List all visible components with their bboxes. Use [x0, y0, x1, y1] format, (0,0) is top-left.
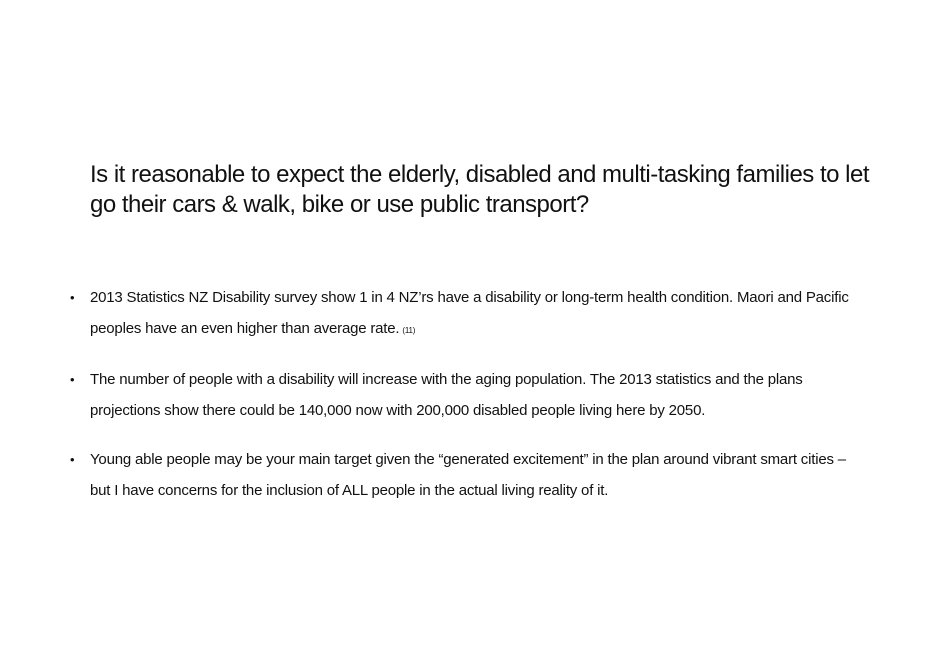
- bullet-dot: •: [70, 290, 75, 305]
- bullet-item-aging-population: [70, 364, 870, 426]
- bullet-list: [70, 282, 870, 524]
- bullet-item-inclusion-concerns: [70, 444, 870, 506]
- slide-title: Is it reasonable to expect the elderly, disabled and multi-tasking families to let go their cars & walk, bike or use public transport?: [90, 161, 869, 218]
- bullet-dot: •: [70, 372, 75, 387]
- bullet-dot: •: [70, 452, 75, 467]
- reference-marker: (11): [402, 326, 416, 335]
- bullet-text: Young able people may be your main target given the “generated excitement” in the plan around vibrant smart cities – but I have concerns for the inclusion of ALL people in the actual living reality of it.: [90, 451, 846, 499]
- bullet-text: The number of people with a disability will increase with the aging population. The 2013 statistics and the plans projections show there could be 140,000 now with 200,000 disabled people living here by 2050.: [90, 371, 803, 419]
- bullet-item-disability-survey: [70, 282, 870, 346]
- bullet-text: 2013 Statistics NZ Disability survey show 1 in 4 NZ’rs have a disability or long-term health condition. Maori and Pacific peoples have an even higher than average rate.: [90, 289, 849, 337]
